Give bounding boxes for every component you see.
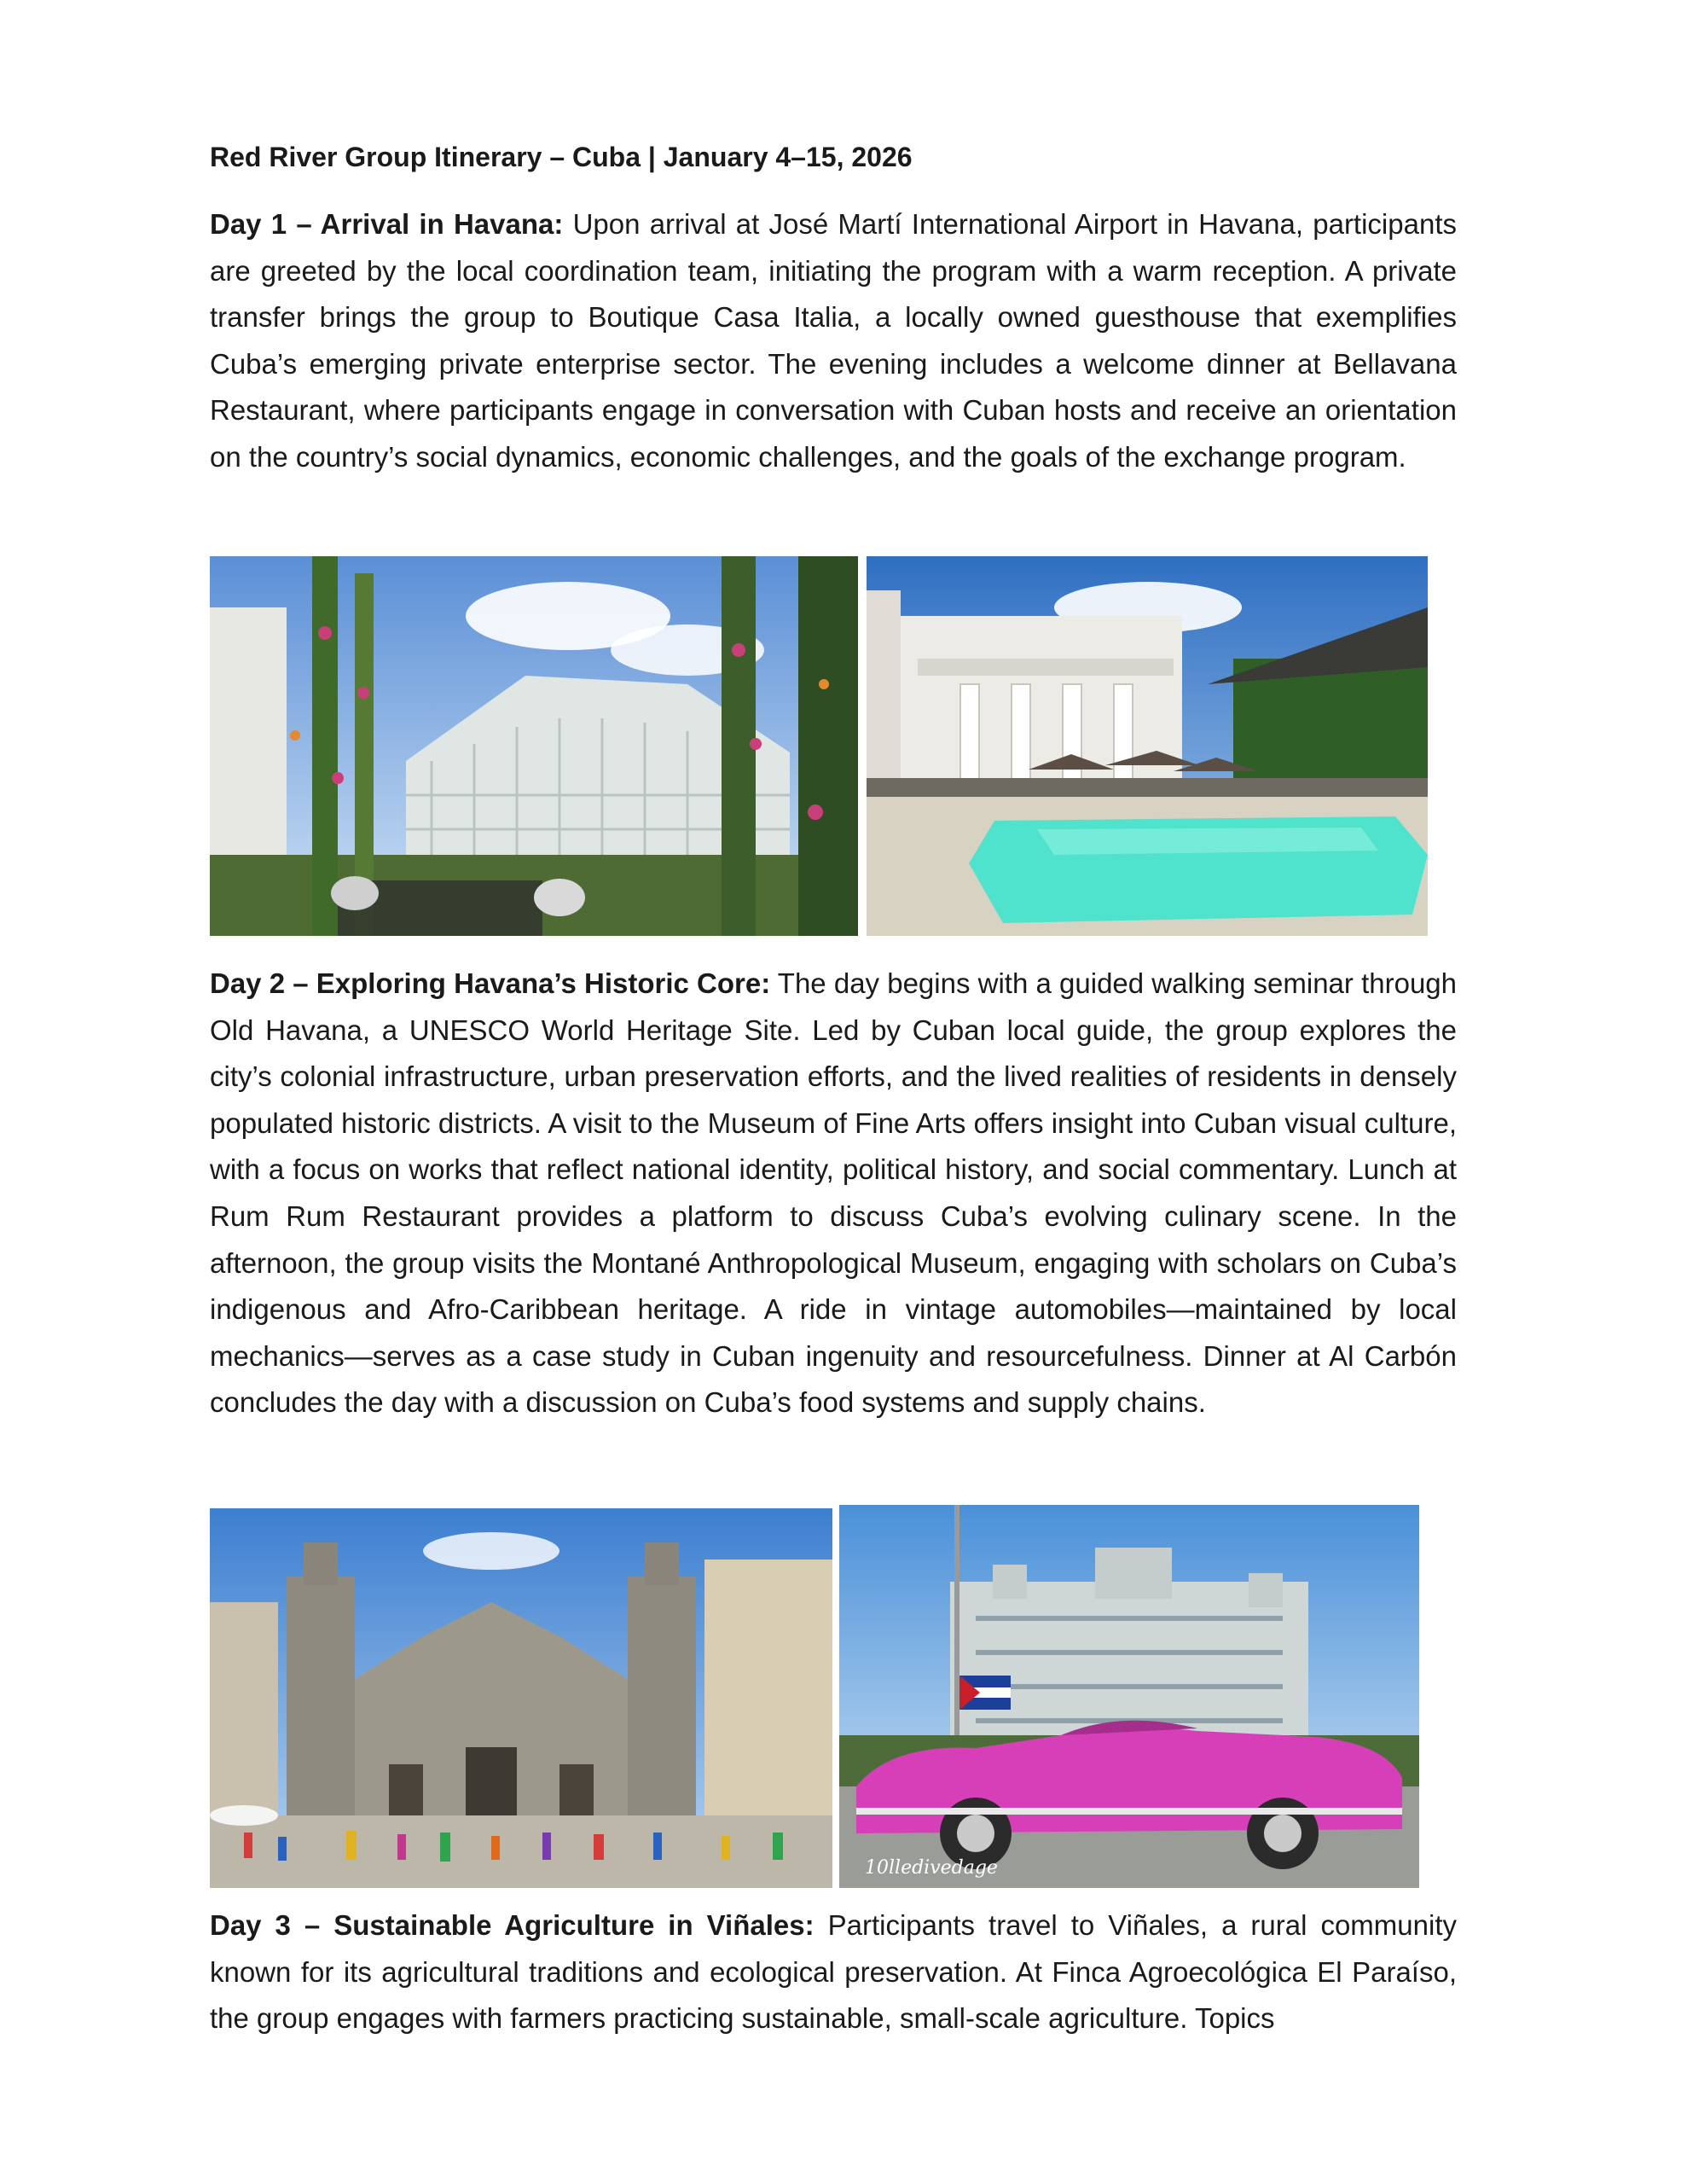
day-3-paragraph: [210, 1902, 1457, 2042]
day-1-paragraph: [210, 201, 1457, 481]
day-2-heading: Day 2 – Exploring Havana’s Historic Core:: [210, 967, 771, 999]
day-2-body: The day begins with a guided walking seminar through Old Havana, a UNESCO World Heritage Site. Led by Cuban local guide, the group explores the city’s colonial infrastructure, urban preservation efforts, and the lived realities of residents in densely populated historic districts. A visit to the Museum of Fine Arts offers insight into Cuban visual culture, with a focus on works that reflect national identity, political history, and social commentary. Lunch at Rum Rum Restaurant provides a platform to discuss Cuba’s evolving culinary scene. In the afternoon, the group visits the Montané Anthropological Museum, engaging with scholars on Cuba’s indigenous and Afro-Caribbean heritage. A ride in vintage automobiles—maintained by local mechanics—serves as a case study in Cuban ingenuity and resourcefulness. Dinner at Al Carbón concludes the day with a discussion on Cuba’s food systems and supply chains.: [210, 967, 1457, 1419]
itinerary-title: Red River Group Itinerary – Cuba | January 4–15, 2026: [210, 142, 913, 172]
day-1-heading: Day 1 – Arrival in Havana:: [210, 208, 564, 240]
havana-cathedral-photo: [210, 1508, 832, 1888]
day-3-body: Participants travel to Viñales, a rural community known for its agricultural traditions and ecological preservation. At Finca Agroecológica El Paraíso, the group engages with farmers practicing sustainable, small-scale agriculture. Topics: [210, 1909, 1457, 2035]
pool-villa-photo: [867, 556, 1428, 936]
vintage-car-hotel-photo: [839, 1505, 1419, 1888]
day-3-heading: Day 3 – Sustainable Agriculture in Viñales:: [210, 1909, 815, 1941]
day-1-body: Upon arrival at José Martí International Airport in Havana, participants are greeted by the local coordination team, initiating the program with a warm reception. A private transfer brings the group to Boutique Casa Italia, a locally owned guesthouse that exemplifies Cuba’s emerging private enterprise sector. The evening includes a welcome dinner at Bellavana Restaurant, where participants engage in conversation with Cuban hosts and receive an orientation on the country’s social dynamics, economic challenges, and the goals of the exchange program.: [210, 208, 1457, 473]
day-2-paragraph: [210, 961, 1457, 1426]
photo-watermark: 10lledivedage: [865, 1857, 998, 1879]
garden-conservatory-photo: [210, 556, 858, 936]
